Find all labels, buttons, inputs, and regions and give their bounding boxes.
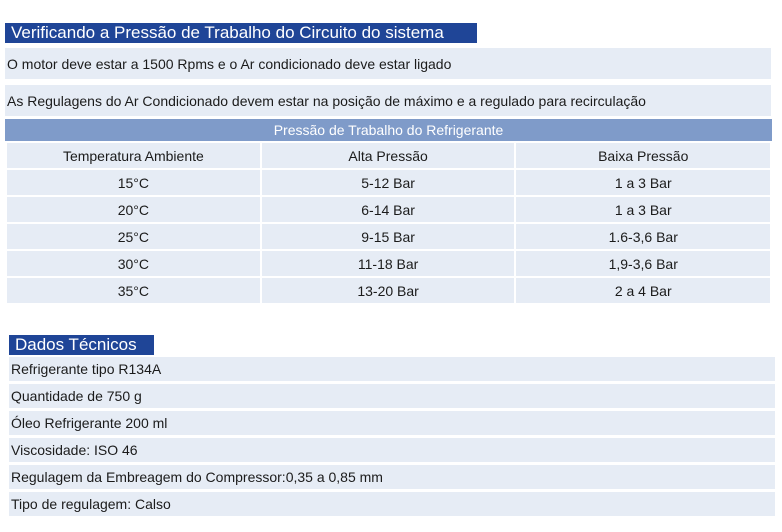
high-pressure-cell: 11-18 Bar bbox=[262, 251, 515, 276]
temperature-cell: 35°C bbox=[7, 278, 260, 303]
page-title: Verificando a Pressão de Trabalho do Circuito do sistema bbox=[5, 23, 477, 43]
table-row bbox=[7, 278, 770, 303]
tech-item-refrigerant: Refrigerante tipo R134A bbox=[9, 357, 775, 381]
tech-item-oil: Óleo Refrigerante 200 ml bbox=[9, 411, 775, 435]
column-header-high-pressure: Alta Pressão bbox=[262, 143, 515, 168]
column-header-low-pressure: Baixa Pressão bbox=[516, 143, 770, 168]
low-pressure-cell: 1 a 3 Bar bbox=[516, 170, 770, 195]
temperature-cell: 20°C bbox=[7, 197, 260, 222]
low-pressure-cell: 1 a 3 Bar bbox=[516, 197, 770, 222]
low-pressure-cell: 1,9-3,6 Bar bbox=[516, 251, 770, 276]
pressure-table bbox=[5, 119, 772, 305]
tech-item-clutch-gap: Regulagem da Embreagem do Compressor:0,35 a 0,85 mm bbox=[9, 465, 775, 489]
tech-item-quantity: Quantidade de 750 g bbox=[9, 384, 775, 408]
table-row bbox=[7, 251, 770, 276]
table-row bbox=[7, 170, 770, 195]
instruction-ac-settings: As Regulagens do Ar Condicionado devem estar na posição de máximo e a regulado para recirculação bbox=[5, 84, 771, 116]
temperature-cell: 30°C bbox=[7, 251, 260, 276]
temperature-cell: 15°C bbox=[7, 170, 260, 195]
pressure-table-caption: Pressão de Trabalho do Refrigerante bbox=[5, 119, 772, 141]
low-pressure-cell: 1.6-3,6 Bar bbox=[516, 224, 770, 249]
column-header-temperature: Temperatura Ambiente bbox=[7, 143, 260, 168]
tech-data-title: Dados Técnicos bbox=[9, 335, 154, 355]
tech-item-adjustment-type: Tipo de regulagem: Calso bbox=[9, 492, 775, 516]
high-pressure-cell: 6-14 Bar bbox=[262, 197, 515, 222]
high-pressure-cell: 13-20 Bar bbox=[262, 278, 515, 303]
temperature-cell: 25°C bbox=[7, 224, 260, 249]
tech-item-viscosity: Viscosidade: ISO 46 bbox=[9, 438, 775, 462]
table-row bbox=[7, 224, 770, 249]
high-pressure-cell: 5-12 Bar bbox=[262, 170, 515, 195]
table-row bbox=[7, 197, 770, 222]
low-pressure-cell: 2 a 4 Bar bbox=[516, 278, 770, 303]
table-header-row bbox=[7, 143, 770, 168]
high-pressure-cell: 9-15 Bar bbox=[262, 224, 515, 249]
instruction-engine-rpm: O motor deve estar a 1500 Rpms e o Ar condicionado deve estar ligado bbox=[5, 47, 771, 79]
